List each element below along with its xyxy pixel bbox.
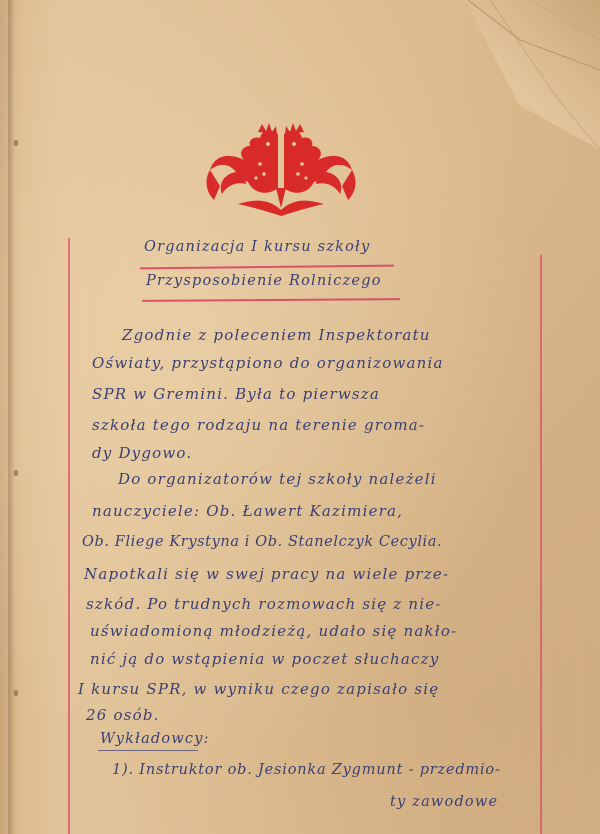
body-line: Zgodnie z poleceniem Inspektoratu [122,326,431,344]
lecturers-label-underline [98,750,198,751]
body-line: Do organizatorów tej szkoły należeli [118,470,437,488]
page-spine-shadow [8,0,14,834]
body-line: nić ją do wstąpienia w poczet słuchaczy [90,650,440,668]
rooster-papercut-ornament-icon [198,122,364,216]
body-line: nauczyciele: Ob. Ławert Kazimiera, [92,502,404,520]
body-line: 26 osób. [86,706,160,724]
lecturers-label: Wykładowcy: [100,731,210,747]
folded-corner-crease [460,0,600,150]
body-line: szkoła tego rodzaju na terenie groma- [92,416,426,434]
binding-hole [14,690,18,696]
body-line: Napotkali się w swej pracy na wiele prze- [84,565,450,583]
body-line: Ob. Fliege Krystyna i Ob. Stanelczyk Cecylia. [82,534,443,550]
lecturer-item-1-line-1: 1). Instruktor ob. Jesionka Zygmunt - przedmio- [112,762,501,778]
heading-underline-2 [142,298,400,302]
binding-hole [14,470,18,476]
lecturer-item-1-line-2: ty zawodowe [390,794,499,810]
left-margin-rule [68,238,70,834]
body-line: dy Dygowo. [92,444,193,462]
body-line: uświadomioną młodzieżą, udało się nakło- [90,622,458,640]
heading-line-2: Przysposobienie Rolniczego [146,273,382,289]
body-line: szkód. Po trudnych rozmowach się z nie- [86,595,442,613]
body-line: I kursu SPR, w wyniku czego zapisało się [78,680,440,698]
right-margin-rule [540,255,542,834]
binding-hole [14,140,18,146]
heading-line-1: Organizacja I kursu szkoły [144,239,371,255]
heading-underline-1 [140,265,394,270]
body-line: SPR w Gremini. Była to pierwsza [92,385,381,403]
body-line: Oświaty, przystąpiono do organizowania [92,354,444,372]
